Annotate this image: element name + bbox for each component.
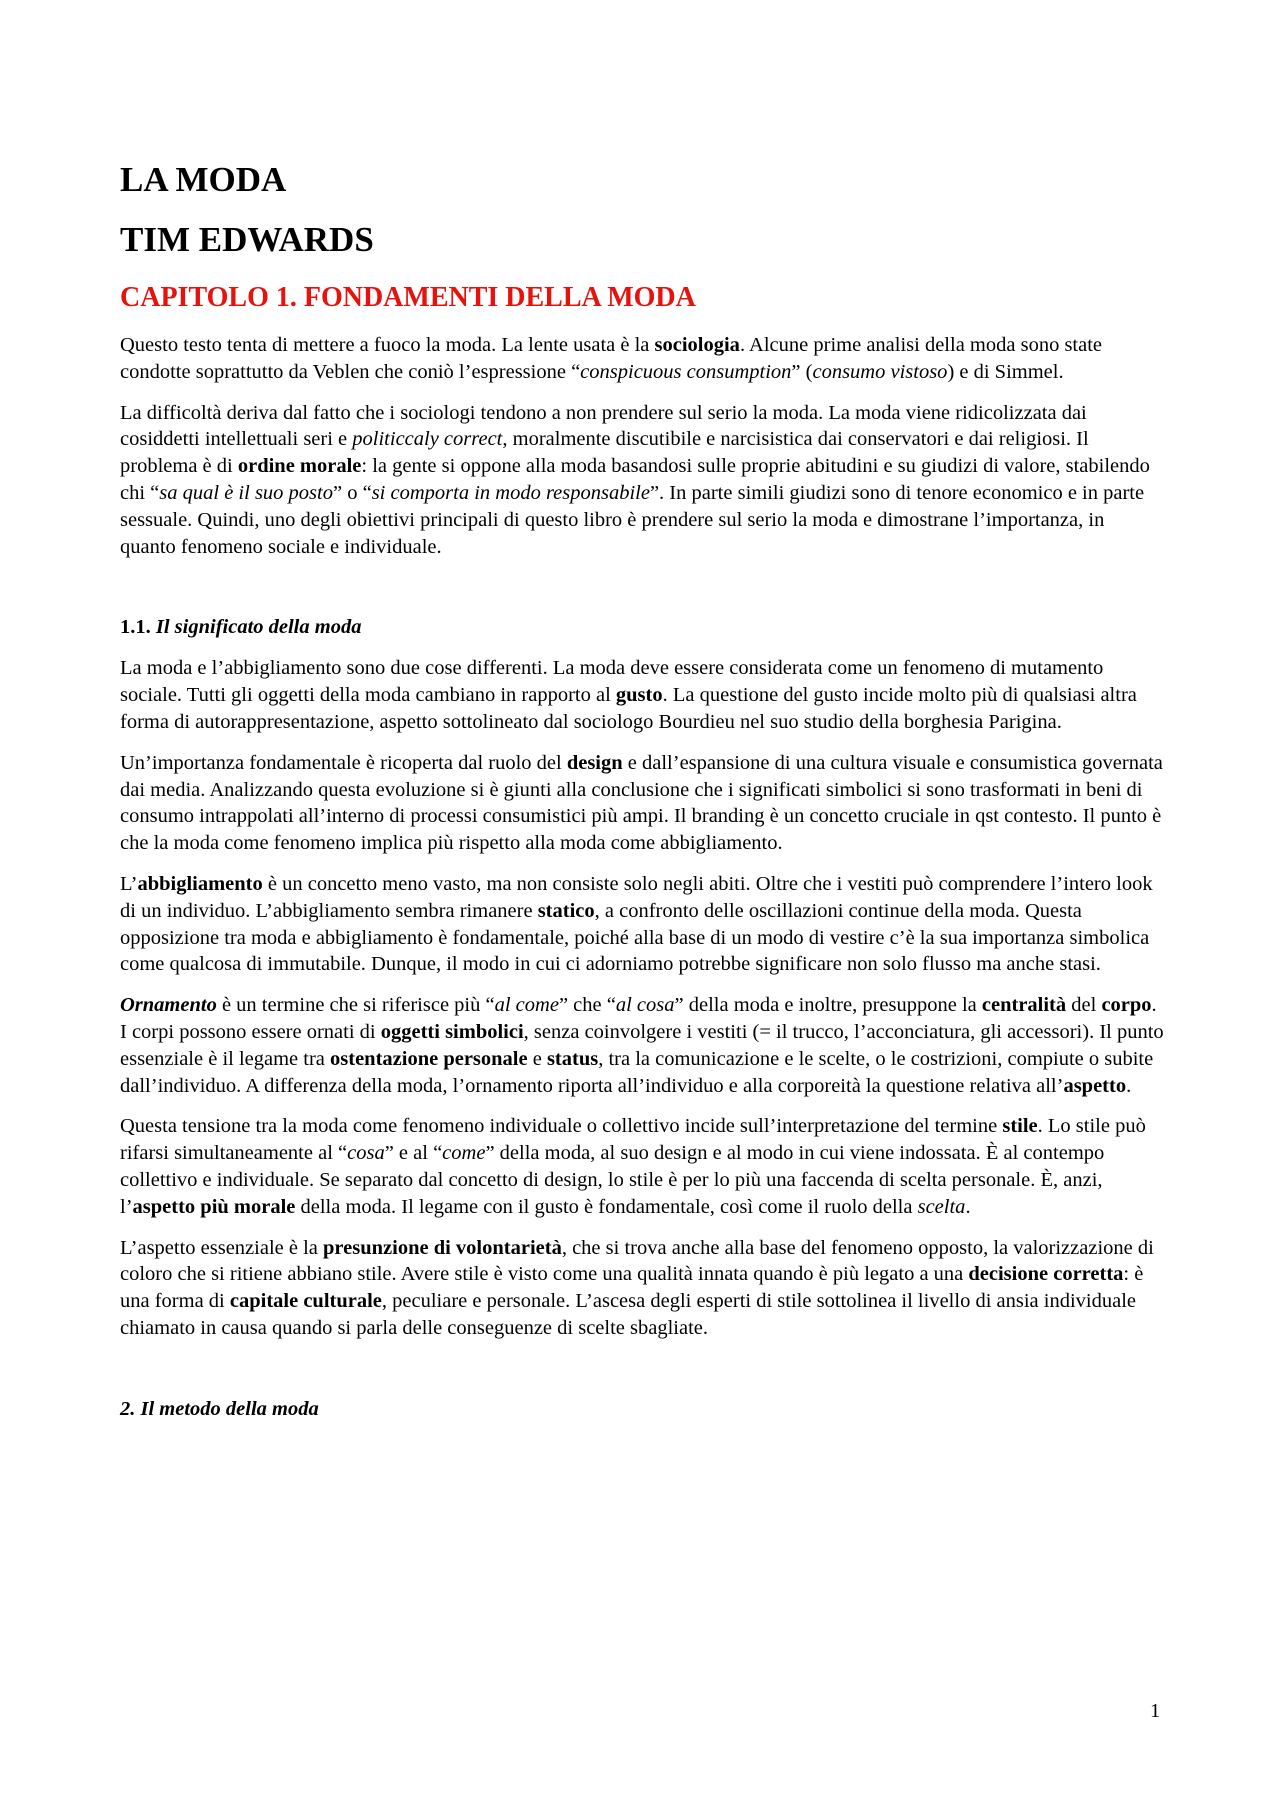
text-run: . I corpi possono essere ornati di: [120, 994, 1157, 1043]
chapter-heading: CAPITOLO 1. FONDAMENTI DELLA MODA: [120, 282, 696, 313]
text-run: . Alcune prime analisi della moda sono state condotte soprattutto da Veblen che coniò l’espressione “: [120, 334, 1103, 383]
emphasis-run: presunzione di volontarietà: [323, 1236, 562, 1259]
intro-paragraph-2: [120, 400, 1165, 561]
text-run: La difficoltà deriva dal fatto che i sociologi tendono a non prendere sul serio la moda. La moda viene ridicolizzata dai cosiddetti intellettuali seri e: [120, 401, 1087, 451]
section-1-paragraph: [120, 1235, 1165, 1342]
text-run: ” della moda e inoltre, presuppone la: [674, 994, 982, 1017]
text-run: La moda e l’abbigliamento sono due cose differenti. La moda deve essere considerata come un fenomeno di mutamento sociale. Tutti gli oggetti della moda cambiano in rapporto al: [120, 657, 1104, 707]
emphasis-run: come: [442, 1142, 486, 1165]
emphasis-run: consumo vistoso: [812, 360, 948, 383]
section-1-paragraph: [120, 750, 1165, 857]
section-1-heading: [120, 614, 1165, 641]
text-run: Un’importanza fondamentale è ricoperta dal ruolo del: [120, 751, 567, 774]
emphasis-run: sociologia: [654, 334, 740, 356]
text-run: della moda. Il legame con il gusto è fondamentale, così come il ruolo della: [295, 1195, 918, 1218]
section-1-paragraph: [120, 655, 1165, 735]
text-run: .: [1126, 1074, 1132, 1097]
emphasis-run: scelta: [917, 1195, 966, 1218]
emphasis-run: design: [566, 751, 623, 774]
text-run: ” (: [791, 360, 813, 383]
text-run: e dall’espansione di una cultura visuale e consumistica governata dai media. Analizzando questa evoluzione si è giunti alla conclusione che i significati simbolici si sono trasformati in beni di consumo intrappolati all’interno di processi consumistici più ampi. Il branding è un concetto cruciale in qst contesto. Il punto è che la moda come fenomeno implica più rispetto alla moda come abbigliamento.: [120, 751, 1163, 855]
text-run: ”. In parte simili giudizi sono di tenore economico e in parte sessuale. Quindi, uno degli obiettivi principali di questo libro è prendere sul serio la moda e dimostrane l’importanza, in quanto fenomeno sociale e individuale.: [120, 481, 1145, 558]
text-run: : la gente si oppone alla moda basandosi sulle proprie abitudini e su giudizi di valore, stabilendo chi “: [120, 455, 1150, 504]
text-run: è un termine che si riferisce più “: [216, 994, 495, 1017]
emphasis-run: politiccaly correct: [352, 428, 503, 451]
page-content: [120, 150, 1165, 1437]
emphasis-run: ostentazione personale: [330, 1047, 528, 1070]
text-run: ” che “: [558, 994, 616, 1017]
text-run: , tra la comunicazione e le scelte, o le costrizioni, compiute o subite dall’individuo. A differenza della moda, l’ornamento riporta all’individuo e alla corporeità la questione relativa all’: [120, 1047, 1154, 1097]
page-number: 1: [1150, 1700, 1161, 1722]
text-run: ” o “: [332, 481, 372, 504]
emphasis-run: Ornamento: [120, 994, 217, 1017]
text-run: , moralmente discutibile e narcisistica dai conservatori e dai religiosi. Il problema è di: [120, 428, 1089, 478]
doc-title: LA MODA: [120, 160, 287, 199]
section-1-paragraph: [120, 992, 1165, 1099]
emphasis-run: stile: [1002, 1115, 1038, 1138]
text-run: . La questione del gusto incide molto più di qualsiasi altra forma di autorappresentazione, aspetto sottolineato dal sociologo Bourdieu nel suo studio della borghesia Parigina.: [120, 684, 1137, 733]
text-run: ” e al “: [384, 1142, 443, 1165]
text-run: L’: [120, 872, 138, 895]
section-1-paragraph: [120, 871, 1165, 978]
text-run: è un concetto meno vasto, ma non consiste solo negli abiti. Oltre che i vestiti può comprendere l’intero look di un individuo. L’abbigliamento sembra rimanere: [120, 872, 1153, 922]
text-run: Questo testo tenta di mettere a fuoco la moda. La lente usata è la: [120, 334, 655, 356]
emphasis-run: aspetto più morale: [132, 1195, 296, 1218]
emphasis-run: capitale culturale: [229, 1290, 382, 1313]
text-run: e: [527, 1047, 547, 1070]
emphasis-run: al cosa: [615, 994, 675, 1017]
text-run: , a confronto delle oscillazioni continue della moda. Questa opposizione tra moda e abbigliamento è fondamentale, poiché alla base di un modo di vestire c’è la sua importanza simbolica come qualcosa di immutabile. Dunque, il modo in cui ci adorniamo potrebbe significare non solo flusso ma anche stasi.: [120, 899, 1150, 976]
emphasis-run: status: [546, 1047, 599, 1070]
section-2-title: 2. Il metodo della moda: [120, 1397, 319, 1420]
text-run: , peculiare e personale. L’ascesa degli esperti di stile sottolinea il livello di ansia individuale chiamato in causa quando si parla delle conseguenze di scelte sbagliate.: [120, 1290, 1136, 1339]
emphasis-run: conspicuous consumption: [580, 360, 792, 383]
emphasis-run: centralità: [981, 994, 1067, 1017]
intro-paragraph-1: [120, 332, 1165, 386]
text-run: Questa tensione tra la moda come fenomeno individuale o collettivo incide sull’interpretazione del termine: [120, 1115, 1003, 1138]
emphasis-run: decisione corretta: [968, 1263, 1124, 1286]
emphasis-run: aspetto: [1063, 1074, 1127, 1097]
text-run: L’aspetto essenziale è la: [120, 1236, 324, 1259]
text-run: .: [965, 1195, 971, 1218]
text-run: ) e di Simmel.: [947, 360, 1064, 383]
section-1-number: 1.1.: [120, 616, 151, 639]
text-run: , senza coinvolgere i vestiti (= il trucco, l’acconciatura, gli accessori). Il punto essenziale è il legame tra: [120, 1020, 1164, 1070]
text-run: del: [1066, 994, 1102, 1017]
text-run: : è una forma di: [120, 1263, 1144, 1313]
emphasis-run: abbigliamento: [137, 872, 263, 895]
text-run: ” della moda, al suo design e al modo in cui viene indossata. È al contempo collettivo e individuale. Se separato dal concetto di design, lo stile è per lo più una faccenda di scelta personale. È, anzi, l’: [120, 1142, 1105, 1218]
emphasis-run: si comporta in modo responsabile: [371, 481, 650, 504]
doc-author: TIM EDWARDS: [120, 220, 374, 259]
section-1-title: Il significato della moda: [155, 616, 362, 639]
emphasis-run: al come: [494, 994, 559, 1017]
emphasis-run: sa qual è il suo posto: [159, 481, 333, 504]
emphasis-run: ordine morale: [237, 455, 362, 478]
section-2-heading: [120, 1396, 1165, 1423]
section-1-paragraph: [120, 1113, 1165, 1220]
emphasis-run: oggetti simbolici: [380, 1020, 524, 1043]
emphasis-run: gusto: [615, 684, 663, 707]
emphasis-run: statico: [537, 899, 595, 922]
emphasis-run: cosa: [347, 1142, 385, 1165]
text-run: . Lo stile può rifarsi simultaneamente al “: [120, 1115, 1146, 1165]
text-run: , che si trova anche alla base del fenomeno opposto, la valorizzazione di coloro che si ritiene abbiano stile. Avere stile è visto come una qualità innata quando è più legato a una: [120, 1236, 1154, 1286]
emphasis-run: corpo: [1101, 994, 1152, 1017]
